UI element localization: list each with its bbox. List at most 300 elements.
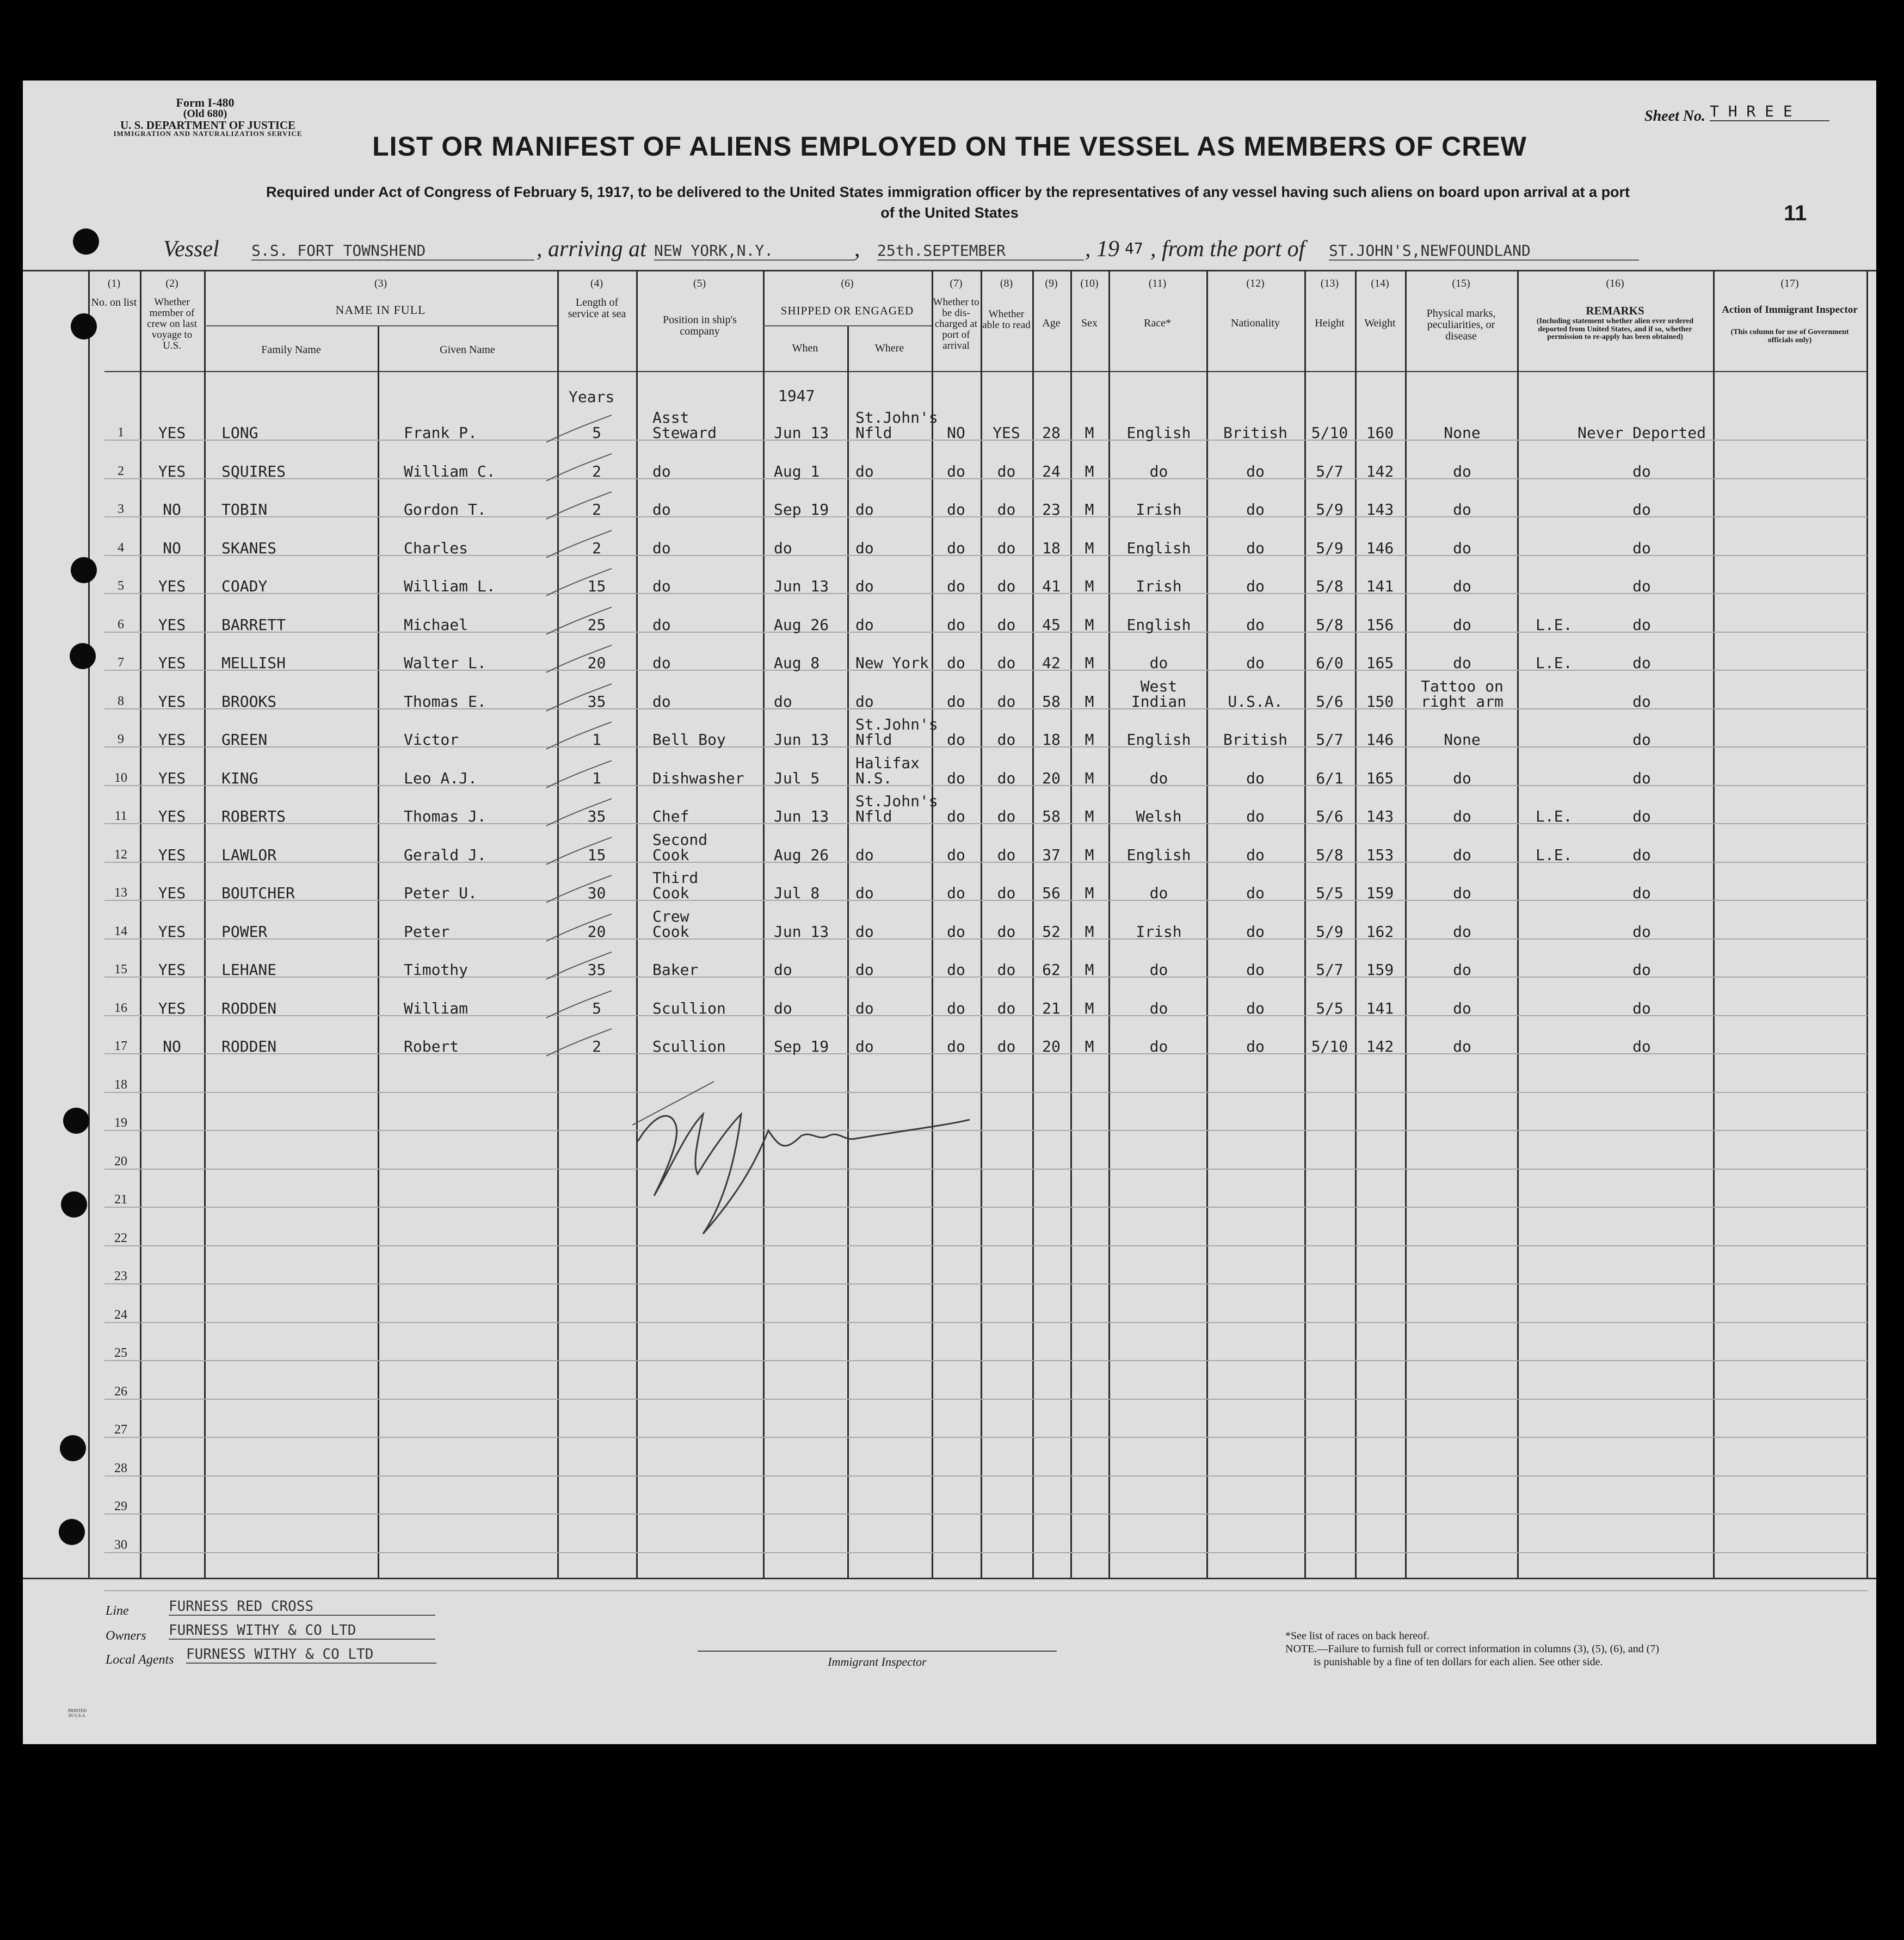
cell-race: do [1149,654,1168,672]
cell-remarks: do [1632,769,1651,787]
cell-remarks: do [1632,462,1651,480]
column-number: (4) [590,277,603,289]
cell-read: do [997,692,1016,710]
col-header-nationality: Nationality [1231,317,1280,329]
cell-sex: M [1085,769,1094,787]
cell-when: Aug 8 [774,654,820,672]
year-label: 1947 [778,387,815,405]
cell-age: 18 [1042,731,1061,749]
col-line [88,270,90,1578]
cell-given: Peter [404,922,450,941]
vessel-value: S.S. FORT TOWNSHEND [251,242,534,261]
column-number: (1) [107,277,121,289]
cell-race: English [1126,615,1191,634]
cell-marks: do [1453,961,1471,979]
binder-hole [59,1519,85,1545]
cell-le: L.E. [1536,654,1573,672]
cell-height: 5/8 [1316,845,1344,864]
cell-service: 20 [587,922,606,941]
cell-le: L.E. [1536,807,1573,825]
row-number: 5 [118,579,124,593]
cell-marks: do [1453,999,1471,1017]
column-number: (7) [950,277,963,289]
cell-read: do [997,501,1016,518]
penalty-note-continued: is punishable by a fine of ten dollars for each alien. See other side. [1314,1656,1603,1668]
cell-given: Thomas J. [404,807,486,825]
years-label: Years [569,388,615,406]
cell-age: 58 [1042,807,1061,825]
cell-race: do [1149,999,1168,1017]
cell-disch: do [947,922,965,941]
cell-read: do [997,922,1016,941]
row-number: 24 [114,1307,127,1322]
year-suffix: 47 [1125,239,1143,257]
cell-nat: do [1246,501,1265,518]
row-number: 29 [114,1499,127,1513]
cell-age: 56 [1042,884,1061,902]
cell-family: SQUIRES [221,462,286,480]
cell-disch: NO [947,424,965,442]
cell-marks: do [1453,884,1471,902]
cell-disch: do [947,1037,965,1055]
cell-height: 5/10 [1311,424,1348,442]
row-number: 17 [114,1039,127,1053]
cell-disch: do [947,462,965,480]
cell-crew: YES [158,615,186,634]
manifest-sheet [23,81,1876,1744]
col-header-given-name: Given Name [440,344,495,356]
cell-marks: do [1453,922,1471,941]
row-number: 13 [114,886,127,900]
col-header-action-note: (This column for use of Government officials only) [1730,328,1849,344]
binder-hole [63,1108,89,1134]
cell-where: do [855,961,874,979]
cell-weight: 159 [1366,961,1394,979]
cell-disch: do [947,692,965,710]
cell-disch: do [947,615,965,634]
cell-race: West Indian [1131,677,1187,710]
cell-where: N.S. [855,769,892,787]
cell-weight: 162 [1366,922,1394,941]
cell-crew: YES [158,845,186,864]
row-rule [104,1283,1868,1284]
cell-remarks: do [1632,922,1651,941]
row-number: 28 [114,1461,127,1475]
inspector-signature [621,1049,975,1245]
cell-read: do [997,1037,1016,1055]
cell-where: do [855,999,874,1017]
cell-service: 1 [592,769,601,787]
tally-stroke [541,988,617,1021]
cell-remarks: do [1632,961,1651,979]
cell-height: 5/5 [1316,999,1344,1017]
cell-weight: 143 [1366,807,1394,825]
cell-marks: Tattoo on right arm [1421,677,1504,710]
cell-when: Jul 8 [774,884,820,902]
cell-height: 5/5 [1316,884,1344,902]
cell-service: 5 [592,999,601,1017]
from-label: , from the port of [1150,237,1305,262]
cell-service: 35 [587,692,606,710]
arriving-value: NEW YORK,N.Y. [654,242,855,261]
column-number: (5) [693,277,706,289]
cell-where: do [855,692,874,710]
col-header-when: When [792,342,818,354]
cell-position: Cook [652,845,689,864]
cell-given: Gordon T. [404,501,486,518]
cell-disch: do [947,884,965,902]
cell-remarks: do [1632,692,1651,710]
cell-race: English [1126,424,1191,442]
cell-sex: M [1085,999,1094,1017]
column-number: (14) [1371,277,1389,289]
cell-position: do [652,462,671,480]
cell-race: English [1126,731,1191,749]
cell-disch: do [947,654,965,672]
tally-stroke [541,758,617,790]
cell-when: Jul 5 [774,769,820,787]
row-number: 4 [118,540,124,555]
cell-when: do [774,961,792,979]
shipped-subheader-line [763,325,932,326]
cell-position: Cook [652,922,689,941]
cell-where: do [855,1037,874,1055]
table-top-border [23,270,1876,271]
cell-family: ROBERTS [221,807,286,825]
row-number: 9 [118,732,124,746]
cell-marks: do [1453,615,1471,634]
row-rule [104,1360,1868,1361]
cell-service: 30 [587,884,606,902]
cell-weight: 150 [1366,692,1394,710]
row-number: 14 [114,924,127,938]
binder-hole [70,643,96,669]
cell-where: Halifax [855,753,920,772]
cell-service: 5 [592,424,601,442]
cell-given: Michael [404,615,469,634]
owners-value: FURNESS WITHY & CO LTD [169,1622,435,1640]
cell-family: RODDEN [221,999,277,1017]
cell-age: 18 [1042,539,1061,557]
cell-disch: do [947,577,965,595]
cell-remarks: do [1632,577,1651,595]
cell-position: do [652,654,671,672]
column-number: (8) [1000,277,1013,289]
cell-remarks: do [1632,884,1651,902]
cell-read: do [997,999,1016,1017]
cell-nat: do [1246,845,1265,864]
column-number: (16) [1606,277,1624,289]
cell-family: LONG [221,424,258,442]
cell-given: Walter L. [404,654,486,672]
cell-crew: YES [158,424,186,442]
cell-service: 15 [587,577,606,595]
cell-remarks: do [1632,654,1651,672]
column-number: (13) [1320,277,1339,289]
row-number: 20 [114,1154,127,1169]
cell-where: do [855,615,874,634]
cell-service: 25 [587,615,606,634]
row-number: 15 [114,962,127,977]
cell-where: New York [855,654,929,672]
cell-age: 37 [1042,845,1061,864]
cell-where: St.John's [855,409,938,427]
cell-remarks: do [1632,807,1651,825]
cell-age: 20 [1042,1037,1061,1055]
row-number: 25 [114,1346,127,1360]
row-rule [104,1130,1868,1131]
cell-when: Jun 13 [774,807,829,825]
cell-given: Thomas E. [404,692,486,710]
arrival-date: 25th.SEPTEMBER [877,242,1084,261]
cell-race: Irish [1136,922,1182,941]
name-subheader-line [204,325,557,326]
cell-position: Scullion [652,1037,726,1055]
cell-service: 2 [592,1037,601,1055]
cell-crew: YES [158,692,186,710]
cell-sex: M [1085,501,1094,518]
row-rule [104,1590,1868,1591]
cell-nat: do [1246,577,1265,595]
tally-stroke [541,642,617,675]
tally-stroke [541,566,617,598]
cell-crew: YES [158,884,186,902]
row-rule [104,1437,1868,1438]
cell-crew: YES [158,961,186,979]
row-number: 12 [114,847,127,862]
tally-stroke [541,489,617,522]
cell-where: do [855,845,874,864]
from-value: ST.JOHN'S,NEWFOUNDLAND [1329,242,1639,261]
cell-crew: YES [158,731,186,749]
tally-stroke [541,719,617,752]
cell-marks: do [1453,807,1471,825]
cell-where: Nfld [855,424,892,442]
cell-nat: British [1223,424,1287,442]
cell-height: 5/9 [1316,501,1344,518]
cell-age: 52 [1042,922,1061,941]
cell-crew: YES [158,922,186,941]
cell-read: do [997,654,1016,672]
cell-remarks: do [1632,999,1651,1017]
cell-when: Jun 13 [774,577,829,595]
cell-nat: do [1246,922,1265,941]
cell-age: 28 [1042,424,1061,442]
cell-position: Cook [652,884,689,902]
cell-race: do [1149,769,1168,787]
cell-where: do [855,501,874,518]
agents-label: Local Agents [106,1653,174,1667]
cell-service: 2 [592,501,601,518]
column-number: (11) [1148,277,1167,289]
column-number: (3) [374,277,387,289]
cell-weight: 141 [1366,577,1394,595]
cell-where: do [855,462,874,480]
cell-where: do [855,539,874,557]
binder-hole [60,1435,86,1461]
tally-stroke [541,796,617,829]
cell-nat: do [1246,999,1265,1017]
cell-when: Sep 19 [774,501,829,518]
form-old-number: (Old 680) [183,108,227,120]
printed-mark: PRINTED IN U.S.A. [68,1708,87,1718]
cell-height: 5/9 [1316,922,1344,941]
row-rule [104,1092,1868,1093]
cell-given: Charles [404,539,469,557]
cell-position: Chef [652,807,689,825]
cell-given: Frank P. [404,424,477,442]
cell-when: do [774,692,792,710]
cell-family: MELLISH [221,654,286,672]
cell-read: do [997,539,1016,557]
cell-race: do [1149,462,1168,480]
tally-stroke [541,681,617,714]
cell-position: Dishwasher [652,769,744,787]
binder-hole [71,313,97,339]
cell-given: Gerald J. [404,845,486,864]
column-number: (12) [1246,277,1265,289]
row-rule [104,1399,1868,1400]
cell-sex: M [1085,577,1094,595]
cell-position: Third [652,869,699,887]
tally-stroke [541,412,617,445]
cell-nat: do [1246,961,1265,979]
cell-service: 20 [587,654,606,672]
cell-crew: YES [158,577,186,595]
col-header-crew: Whether member of crew on last voyage to U.S. [147,296,197,351]
cell-where: St.John's [855,715,938,733]
cell-race: Irish [1136,501,1182,518]
cell-given: Leo A.J. [404,769,477,787]
row-number: 26 [114,1384,127,1399]
cell-nat: do [1246,884,1265,902]
cell-disch: do [947,845,965,864]
row-rule [104,1552,1868,1553]
cell-nat: do [1246,615,1265,634]
cell-crew: NO [163,501,181,518]
cell-height: 5/6 [1316,692,1344,710]
cell-marks: do [1453,769,1471,787]
cell-sex: M [1085,462,1094,480]
cell-when: Aug 1 [774,462,820,480]
col-line [1108,270,1110,1578]
cell-given: William L. [404,577,496,595]
cell-height: 5/10 [1311,1037,1348,1055]
line-value: FURNESS RED CROSS [169,1598,435,1616]
cell-position: Second [652,830,708,849]
cell-marks: do [1453,1037,1471,1055]
subtitle-line2: of the United States [880,205,1019,221]
form-number: Form I-480 [176,96,235,109]
penalty-note: NOTE.—Failure to furnish full or correct information in columns (3), (5), (6), and (7) [1285,1643,1660,1655]
cell-weight: 160 [1366,424,1394,442]
cell-race: Welsh [1136,807,1182,825]
cell-read: do [997,807,1016,825]
cell-remarks: do [1632,731,1651,749]
col-header-read: Whether able to read [982,308,1031,331]
cell-remarks: Never Deported [1577,424,1706,442]
row-number: 21 [114,1193,127,1207]
cell-family: BOUTCHER [221,884,295,902]
cell-position: do [652,692,671,710]
cell-sex: M [1085,731,1094,749]
arriving-label: , arriving at [537,237,646,262]
cell-disch: do [947,539,965,557]
row-number: 30 [114,1537,127,1552]
col-header-discharged: Whether to be dis-charged at port of arrival [933,296,979,351]
row-rule [104,1322,1868,1323]
cell-family: TOBIN [221,501,268,518]
cell-remarks: do [1632,615,1651,634]
cell-given: Robert [404,1037,459,1055]
cell-height: 6/1 [1316,769,1344,787]
cell-height: 5/8 [1316,577,1344,595]
row-number: 11 [114,809,127,823]
cell-where: Nfld [855,731,892,749]
row-number: 18 [114,1077,127,1092]
cell-service: 2 [592,539,601,557]
row-number: 22 [114,1231,127,1245]
cell-marks: do [1453,462,1471,480]
cell-when: Sep 19 [774,1037,829,1055]
cell-le: L.E. [1536,615,1573,634]
cell-remarks: do [1632,1037,1651,1055]
cell-age: 20 [1042,769,1061,787]
cell-sex: M [1085,539,1094,557]
cell-family: GREEN [221,731,268,749]
tally-stroke [541,451,617,484]
cell-position: Bell Boy [652,731,726,749]
row-number: 16 [114,1000,127,1015]
cell-le: L.E. [1536,845,1573,864]
cell-weight: 159 [1366,884,1394,902]
cell-when: Jun 13 [774,424,829,442]
year-prefix: , 19 [1085,237,1119,262]
cell-nat: U.S.A. [1228,692,1283,710]
col-line [1713,270,1715,1578]
header-bottom-border [104,371,1868,372]
cell-race: English [1126,539,1191,557]
cell-height: 5/6 [1316,807,1344,825]
cell-age: 23 [1042,501,1061,518]
row-number: 27 [114,1423,127,1437]
cell-position: Scullion [652,999,726,1017]
row-number: 19 [114,1116,127,1130]
inspector-label: Immigrant Inspector [828,1655,927,1669]
binder-hole [71,557,97,583]
row-number: 7 [118,656,124,670]
cell-given: Victor [404,731,459,749]
page-number: 11 [1784,201,1807,225]
cell-height: 5/8 [1316,615,1344,634]
cell-read: do [997,884,1016,902]
cell-remarks: do [1632,539,1651,557]
column-number: (15) [1452,277,1470,289]
cell-weight: 153 [1366,845,1394,864]
cell-read: do [997,961,1016,979]
cell-crew: NO [163,539,181,557]
cell-height: 6/0 [1316,654,1344,672]
cell-weight: 143 [1366,501,1394,518]
cell-disch: do [947,999,965,1017]
tally-stroke [541,949,617,982]
tally-stroke [541,528,617,560]
races-note: *See list of races on back hereof. [1285,1630,1429,1642]
row-number: 8 [118,694,124,708]
cell-sex: M [1085,884,1094,902]
cell-marks: do [1453,577,1471,595]
cell-weight: 141 [1366,999,1394,1017]
